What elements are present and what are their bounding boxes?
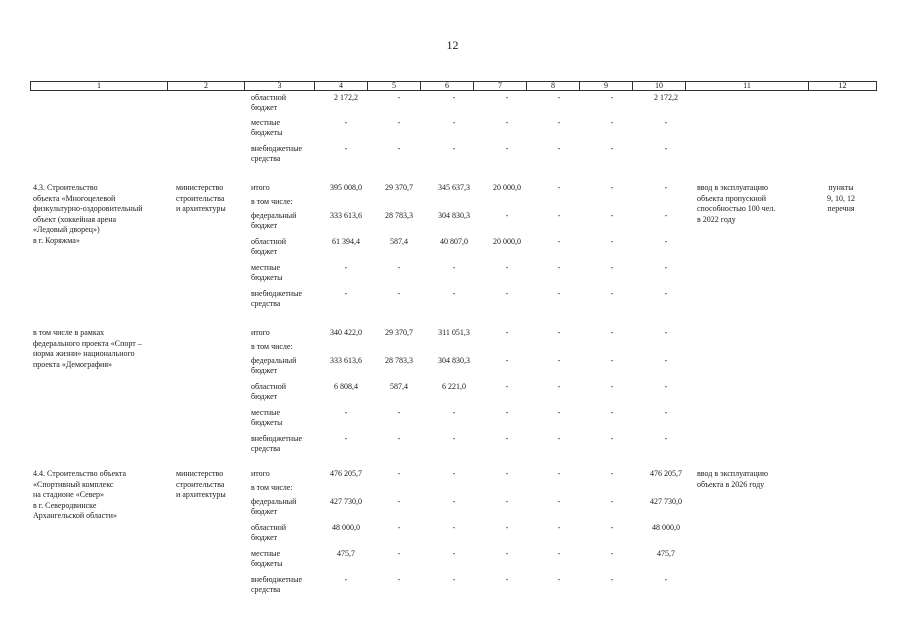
- funding-row-value: -: [557, 211, 561, 220]
- project-title-line: на стадионе «Север»: [33, 490, 104, 499]
- funding-row-value: 6 808,4: [334, 382, 358, 391]
- funding-source-label: местные: [251, 118, 281, 127]
- funding-row-value: -: [452, 289, 456, 298]
- funding-row-value: 40 807,0: [440, 237, 468, 246]
- funding-row-value: -: [610, 497, 614, 506]
- header-col-8: 8: [526, 82, 579, 90]
- funding-row-value: -: [610, 144, 614, 153]
- funding-source-label: бюджеты: [251, 128, 283, 137]
- executor-line: и архитектуры: [176, 204, 226, 213]
- funding-row-value: -: [610, 263, 614, 272]
- funding-row-value: -: [664, 434, 668, 443]
- funding-row-value: 6 221,0: [442, 382, 466, 391]
- funding-source-label: бюджет: [251, 533, 278, 542]
- total-row-value: -: [610, 183, 614, 192]
- funding-row-value: -: [397, 549, 401, 558]
- funding-row-value: 28 783,3: [385, 211, 413, 220]
- reference-points-line: 9, 10, 12: [827, 193, 855, 203]
- page-number: 12: [446, 38, 459, 52]
- funding-row-value: 304 830,3: [438, 211, 470, 220]
- funding-row-value: -: [505, 144, 509, 153]
- funding-row-value: -: [344, 263, 348, 272]
- funding-row-value: -: [344, 118, 348, 127]
- header-col-10: 10: [632, 82, 685, 90]
- funding-row-value: 304 830,3: [438, 356, 470, 365]
- funding-row-value: -: [397, 575, 401, 584]
- reference-points-line: перечня: [827, 204, 855, 213]
- project-title-line: физкультурно-оздоровительный: [33, 204, 143, 213]
- project-title-line: 4.4. Строительство объекта: [33, 469, 127, 478]
- funding-row-value: -: [664, 289, 668, 298]
- project-title-line: «Спортивный комплекс: [33, 479, 114, 489]
- funding-row-value: -: [452, 523, 456, 532]
- total-row-value: 476 205,7: [650, 469, 682, 478]
- funding-source-label: бюджет: [251, 221, 278, 230]
- funding-source-label: бюджет: [251, 507, 278, 516]
- funding-row-value: -: [557, 382, 561, 391]
- funding-row-value: -: [397, 408, 401, 417]
- project-title-line: объект (хоккейная арена: [33, 214, 117, 224]
- project-title-line: объекта «Многоцелевой: [33, 193, 116, 203]
- expected-result-line: ввод в эксплуатацию: [697, 183, 768, 192]
- funding-row-value: -: [452, 118, 456, 127]
- funding-row-value: -: [557, 497, 561, 506]
- total-row-value: -: [397, 469, 401, 478]
- funding-source-label: областной: [251, 523, 287, 532]
- funding-row-value: -: [610, 382, 614, 391]
- funding-source-label: бюджет: [251, 366, 278, 375]
- total-row-value: -: [664, 328, 668, 337]
- funding-row-value: -: [610, 289, 614, 298]
- header-col-5: 5: [367, 82, 420, 90]
- total-row-value: -: [505, 469, 509, 478]
- funding-row-value: -: [664, 408, 668, 417]
- funding-row-value: 61 394,4: [332, 237, 360, 246]
- executor-line: министерство: [176, 183, 224, 192]
- funding-source-label: бюджеты: [251, 273, 283, 282]
- project-title-line: в том числе в рамках: [33, 328, 105, 337]
- total-row-value: -: [610, 328, 614, 337]
- funding-row-value: -: [452, 408, 456, 417]
- funding-row-value: -: [397, 289, 401, 298]
- funding-row-value: -: [610, 237, 614, 246]
- funding-row-value: -: [397, 434, 401, 443]
- funding-row-value: -: [610, 408, 614, 417]
- total-row-value: -: [664, 183, 668, 192]
- header-col-4: 4: [314, 82, 367, 90]
- funding-source-label: бюджет: [251, 392, 278, 401]
- funding-source-label: местные: [251, 549, 281, 558]
- funding-source-label: областной: [251, 382, 287, 391]
- total-row-value: -: [610, 469, 614, 478]
- funding-source-label: местные: [251, 408, 281, 417]
- expected-result-line: способностью 100 чел.: [697, 204, 776, 213]
- funding-row-value: 475,7: [337, 549, 355, 558]
- header-col-11: 11: [685, 82, 808, 90]
- funding-row-value: -: [664, 356, 668, 365]
- funding-row-value: -: [452, 497, 456, 506]
- funding-row-value: -: [557, 144, 561, 153]
- funding-row-value: -: [452, 434, 456, 443]
- project-title-line: в г. Северодвинске: [33, 500, 97, 510]
- funding-source-label: бюджеты: [251, 559, 283, 568]
- project-title-line: федерального проекта «Спорт –: [33, 338, 142, 348]
- funding-row-value: -: [344, 289, 348, 298]
- funding-row-value: 20 000,0: [493, 237, 521, 246]
- funding-row-value: -: [557, 118, 561, 127]
- funding-row-value: -: [452, 575, 456, 584]
- funding-source-label: средства: [251, 299, 281, 308]
- funding-source-label: средства: [251, 585, 281, 594]
- funding-row-value: -: [344, 434, 348, 443]
- funding-row-value: -: [344, 144, 348, 153]
- total-label: итого: [251, 183, 270, 192]
- expected-result-line: объекта в 2026 году: [697, 479, 765, 489]
- funding-row-value: -: [557, 356, 561, 365]
- funding-row-value: -: [610, 211, 614, 220]
- table-header-row: [30, 81, 877, 91]
- total-row-value: 29 370,7: [385, 183, 413, 192]
- project-title-line: в г. Коряжма»: [33, 235, 80, 245]
- funding-row-value: -: [452, 549, 456, 558]
- total-row-value: -: [557, 328, 561, 337]
- funding-source-label: средства: [251, 444, 281, 453]
- expected-result-line: объекта пропускной: [697, 193, 767, 203]
- funding-row-value: 333 613,6: [330, 356, 362, 365]
- funding-row-value: -: [557, 434, 561, 443]
- funding-row-value: -: [505, 289, 509, 298]
- funding-row-value: -: [664, 575, 668, 584]
- total-row-value: 476 205,7: [330, 469, 362, 478]
- project-title-line: «Ледовый дворец»): [33, 225, 100, 234]
- funding-row-value: -: [505, 497, 509, 506]
- funding-row-value: 427 730,0: [650, 497, 682, 506]
- total-row-value: 340 422,0: [330, 328, 362, 337]
- executor-line: строительства: [176, 193, 225, 203]
- funding-row-value: -: [344, 575, 348, 584]
- total-row-value: 20 000,0: [493, 183, 521, 192]
- funding-row-value: -: [557, 523, 561, 532]
- funding-row-value: -: [505, 263, 509, 272]
- funding-row-value: -: [664, 263, 668, 272]
- funding-source-label: местные: [251, 263, 281, 272]
- funding-row-value: -: [397, 144, 401, 153]
- total-row-value: -: [505, 328, 509, 337]
- funding-row-value: -: [664, 118, 668, 127]
- header-col-12: 12: [808, 82, 876, 90]
- funding-row-value: 2 172,2: [334, 93, 358, 102]
- expected-result-line: ввод в эксплуатацию: [697, 469, 768, 478]
- funding-row-value: -: [344, 408, 348, 417]
- funding-row-value: -: [397, 93, 401, 102]
- funding-source-label: внебюджетные: [251, 144, 302, 153]
- total-row-value: 395 008,0: [330, 183, 362, 192]
- total-row-value: 345 637,3: [438, 183, 470, 192]
- project-title-line: Архангельской области»: [33, 511, 117, 520]
- funding-source-label: федеральный: [251, 497, 297, 506]
- funding-row-value: -: [557, 408, 561, 417]
- funding-row-value: -: [664, 211, 668, 220]
- funding-row-value: 48 000,0: [652, 523, 680, 532]
- funding-row-value: -: [505, 382, 509, 391]
- total-row-value: -: [557, 469, 561, 478]
- funding-row-value: -: [610, 356, 614, 365]
- project-title-line: 4.3. Строительство: [33, 183, 98, 192]
- funding-row-value: -: [557, 549, 561, 558]
- total-row-value: 311 051,3: [438, 328, 470, 337]
- funding-row-value: -: [505, 118, 509, 127]
- funding-row-value: 48 000,0: [332, 523, 360, 532]
- executor-line: министерство: [176, 469, 224, 478]
- project-title-line: норма жизни» национального: [33, 349, 135, 358]
- funding-source-label: бюджет: [251, 247, 278, 256]
- funding-row-value: -: [505, 549, 509, 558]
- funding-source-label: областной: [251, 93, 287, 102]
- funding-row-value: -: [610, 93, 614, 102]
- funding-source-label: внебюджетные: [251, 434, 302, 443]
- funding-source-label: федеральный: [251, 211, 297, 220]
- funding-source-label: областной: [251, 237, 287, 246]
- funding-row-value: -: [397, 118, 401, 127]
- funding-row-value: -: [452, 144, 456, 153]
- funding-row-value: -: [557, 263, 561, 272]
- funding-row-value: -: [397, 497, 401, 506]
- total-row-value: 29 370,7: [385, 328, 413, 337]
- header-col-6: 6: [420, 82, 473, 90]
- project-title-line: проекта «Демография»: [33, 359, 112, 369]
- funding-source-label: внебюджетные: [251, 575, 302, 584]
- funding-row-value: -: [610, 549, 614, 558]
- header-col-7: 7: [473, 82, 526, 90]
- funding-row-value: -: [505, 356, 509, 365]
- funding-row-value: -: [557, 93, 561, 102]
- including-label: в том числе:: [251, 342, 293, 351]
- funding-row-value: 2 172,2: [654, 93, 678, 102]
- funding-source-label: внебюджетные: [251, 289, 302, 298]
- funding-row-value: -: [452, 263, 456, 272]
- funding-row-value: -: [664, 237, 668, 246]
- funding-row-value: -: [505, 211, 509, 220]
- total-label: итого: [251, 328, 270, 337]
- expected-result-line: в 2022 году: [697, 214, 736, 224]
- funding-source-label: бюджет: [251, 103, 278, 112]
- executor-line: и архитектуры: [176, 490, 226, 499]
- funding-row-value: -: [610, 523, 614, 532]
- funding-row-value: -: [505, 408, 509, 417]
- funding-row-value: -: [452, 93, 456, 102]
- header-col-3: 3: [244, 82, 314, 90]
- funding-row-value: -: [610, 434, 614, 443]
- funding-row-value: -: [664, 144, 668, 153]
- executor-line: строительства: [176, 479, 225, 489]
- total-row-value: -: [557, 183, 561, 192]
- reference-points-line: пункты: [828, 183, 854, 192]
- header-col-1: 1: [97, 81, 101, 90]
- funding-row-value: -: [557, 237, 561, 246]
- header-col-2: 2: [167, 82, 244, 90]
- funding-row-value: -: [505, 523, 509, 532]
- funding-row-value: -: [505, 93, 509, 102]
- funding-row-value: 587,4: [390, 382, 408, 391]
- funding-row-value: -: [610, 118, 614, 127]
- funding-row-value: -: [397, 263, 401, 272]
- funding-row-value: -: [610, 575, 614, 584]
- funding-row-value: 475,7: [657, 549, 675, 558]
- funding-row-value: -: [557, 289, 561, 298]
- funding-source-label: федеральный: [251, 356, 297, 365]
- funding-row-value: 587,4: [390, 237, 408, 246]
- funding-source-label: средства: [251, 154, 281, 163]
- total-row-value: -: [452, 469, 456, 478]
- header-col-9: 9: [579, 82, 632, 90]
- including-label: в том числе:: [251, 197, 293, 206]
- funding-row-value: 427 730,0: [330, 497, 362, 506]
- funding-row-value: -: [664, 382, 668, 391]
- total-label: итого: [251, 469, 270, 478]
- funding-row-value: 333 613,6: [330, 211, 362, 220]
- funding-row-value: -: [557, 575, 561, 584]
- including-label: в том числе:: [251, 483, 293, 492]
- funding-row-value: -: [505, 575, 509, 584]
- funding-source-label: бюджеты: [251, 418, 283, 427]
- funding-row-value: -: [397, 523, 401, 532]
- funding-row-value: -: [505, 434, 509, 443]
- funding-row-value: 28 783,3: [385, 356, 413, 365]
